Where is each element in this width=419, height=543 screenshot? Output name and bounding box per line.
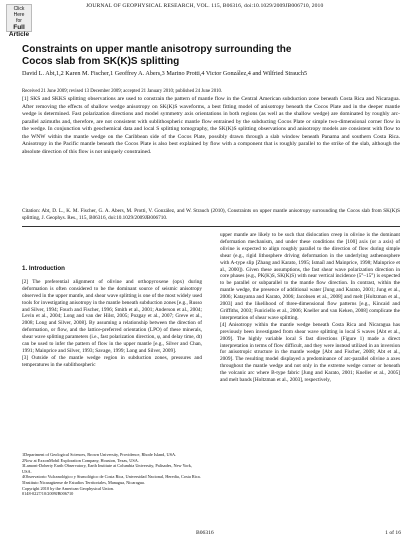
right-column	[220, 232, 400, 384]
badge-line-5: Article	[8, 31, 30, 38]
page-count: 1 of 16	[385, 530, 401, 536]
received-dates: Received 21 June 2009; revised 13 December 2009; accepted 21 January 2010; published 24 June 2010.	[22, 89, 223, 94]
paragraph: [4] Anisotropy within the mantle wedge beneath Costa Rica and Nicaragua has previously been investigated from shear wave splitting in local S waves [Abt et al., 2009]. The highly variable local S fast directions (Figure 1) made a direct interpretation in terms of flow difficult, and they were instead utilized in an inversion for anisotropic structure in the mantle wedge [Abt and Fischer, 2008; Abt et al., 2009]. The resulting model displayed a predominance of arc-parallel olivine a axes throughout the mantle wedge and not only in the extreme wedge corner or beneath the volcanic arc where B-type fabric [Jung and Karato, 2001; Kneller et al., 2005] and melt bands [Holtzman et al., 2003], respectively,	[220, 321, 400, 384]
badge-line-3: for	[16, 18, 22, 24]
paper-title: Constraints on upper mantle anisotropy surrounding the Cocos slab from SK(K)S splitting	[22, 44, 292, 67]
left-column	[22, 266, 202, 369]
footnote: 5Instituto Nicaragüense de Estudios Territoriales, Managua, Nicaragua.	[22, 479, 145, 485]
author-list: David L. Abt,1,2 Karen M. Fischer,1 Geoffrey A. Abers,3 Marino Protti,4 Victor González,4 and Wilfried Strauch5	[22, 70, 308, 77]
paragraph: upper mantle are likely to be such that dislocation creep in olivine is the dominant deformation mechanism, and under these conditions the [100] axis (or a axis) of olivine is expected to align roughly parallel to the direction of flow during simple shear (e.g., rigid lithosphere driving deformation in the underlying asthenosphere with A-type slip [Zhang and Karato, 1995; Ismaïl and Mainprice, 1998; Mainprice et al., 2000]). Given these assumptions, the fast shear wave polarization direction in core phases (e.g., PK(K)S, SK(K)S) with near vertical incidence (5°–15°) is expected to be parallel or subparallel to the mantle flow direction. In contrast, within the mantle wedge, the presence of additional water [Jung and Karato, 2001; Jung et al., 2006; Katayama and Karato, 2006; Jacobsen et al., 2008] and melt [Holtzman et al., 2003] and the likelihood of three-dimensional flow patterns [e.g., Kincaid and Griffiths, 2003; Funiciello et al., 2006; Kneller and van Keken, 2008] complicate the interpretation of shear wave splitting.	[220, 232, 400, 321]
page-id: B06316	[196, 530, 214, 536]
footnotes	[22, 452, 202, 497]
citation: Citation: Abt, D. L., K. M. Fischer, G. A. Abers, M. Protti, V. González, and W. Strauch (2010), Constraints on upper mantle anisotropy surrounding the Cocos slab from SK(K)S splitting, J. Geophys. Res., 115, B06316, doi:10.1029/2009JB006710.	[22, 208, 400, 221]
footnote: 3Lamont-Doherty Earth Observatory, Earth Institute at Columbia University, Palisades, New York, USA.	[22, 463, 192, 474]
badge-line-4: Full	[13, 24, 25, 31]
footnote: 1Department of Geological Sciences, Brown University, Providence, Rhode Island, USA.	[22, 452, 177, 457]
issn: 0148-0227/10/2009JB006710	[22, 491, 74, 497]
full-article-badge[interactable]	[6, 4, 32, 38]
divider	[22, 226, 400, 227]
badge-line-2: Here	[13, 12, 25, 18]
section-heading: 1. Introduction	[22, 265, 65, 272]
copyright: Copyright 2010 by the American Geophysical Union.	[22, 485, 115, 491]
badge-line-1: Click	[13, 6, 25, 12]
abstract: [1] SKS and SKKS splitting observations are used to constrain the pattern of mantle flow in the Central American subduction zone beneath Costa Rica and Nicaragua. After removing the effects of shallow wedge anisotropy on SK(K)S waveforms, a best fitting model of anisotropy beneath the Cocos Plate and in the deeper mantle wedge is determined. Fast polarization directions and model symmetry axis orientations in both regions (as well as the shallow wedge) are dominated by roughly arc-parallel azimuths and, therefore, are not consistent with sublithospheric mantle flow entrained by the subducting Cocos Plate or simple two-dimensional corner flow in the wedge. In conjunction with geochemical data and local S splitting tomography, the SK(K)S splitting observations and anisotropy models are consistent with flow to the WNW within the mantle wedge on the Caribbean side of the Cocos Plate, possibly drawn through a slab window beneath Panama and southern Costa Rica. Anisotropy in the Pacific mantle beneath the Cocos Plate is also best explained by flow with a component that is roughly parallel to the strike of the slab, although the absolute direction of this flow is not uniquely constrained.	[22, 96, 400, 155]
journal-header: JOURNAL OF GEOPHYSICAL RESEARCH, VOL. 115, B06316, doi:10.1029/2009JB006710, 2010	[86, 3, 324, 9]
footnote: 4Observatorio Vulcanológico y Sismológico de Costa Rica, Universidad Nacional, Heredia, Costa Rica.	[22, 474, 201, 480]
paragraph: [3] Outside of the mantle wedge region in subduction zones, pressures and temperatures in the sublithospheric	[22, 354, 202, 368]
footnote: 2Now at ExxonMobil Exploration Company, Houston, Texas, USA.	[22, 457, 139, 463]
paragraph: [2] The preferential alignment of olivine and orthopyroxene (opx) during deformation is often considered to be the dominant source of seismic anisotropy observed in the upper mantle, and shear wave splitting is one of the most widely used tools for investigating anisotropy in the mantle beneath subduction zones [e.g., Russo and Silver, 1994; Fouch and Fischer, 1996; Smith et al., 2001; Anderson et al., 2004; Levin et al., 2004; Long and van der Hilst, 2005; Pozgay et al., 2007; Greve et al., 2008; Long and Silver, 2008]. By assuming a relationship between the direction of deformation, or flow, and the lattice-preferred orientation (LPO) of these minerals, shear wave splitting parameters (i.e., fast polarization direction, φ, and delay time, dt) can be used to infer the pattern of flow in the upper mantle [e.g., Silver and Chan, 1991; Mainprice and Silver, 1993; Savage, 1999; Long and Silver, 2009].	[22, 278, 203, 354]
